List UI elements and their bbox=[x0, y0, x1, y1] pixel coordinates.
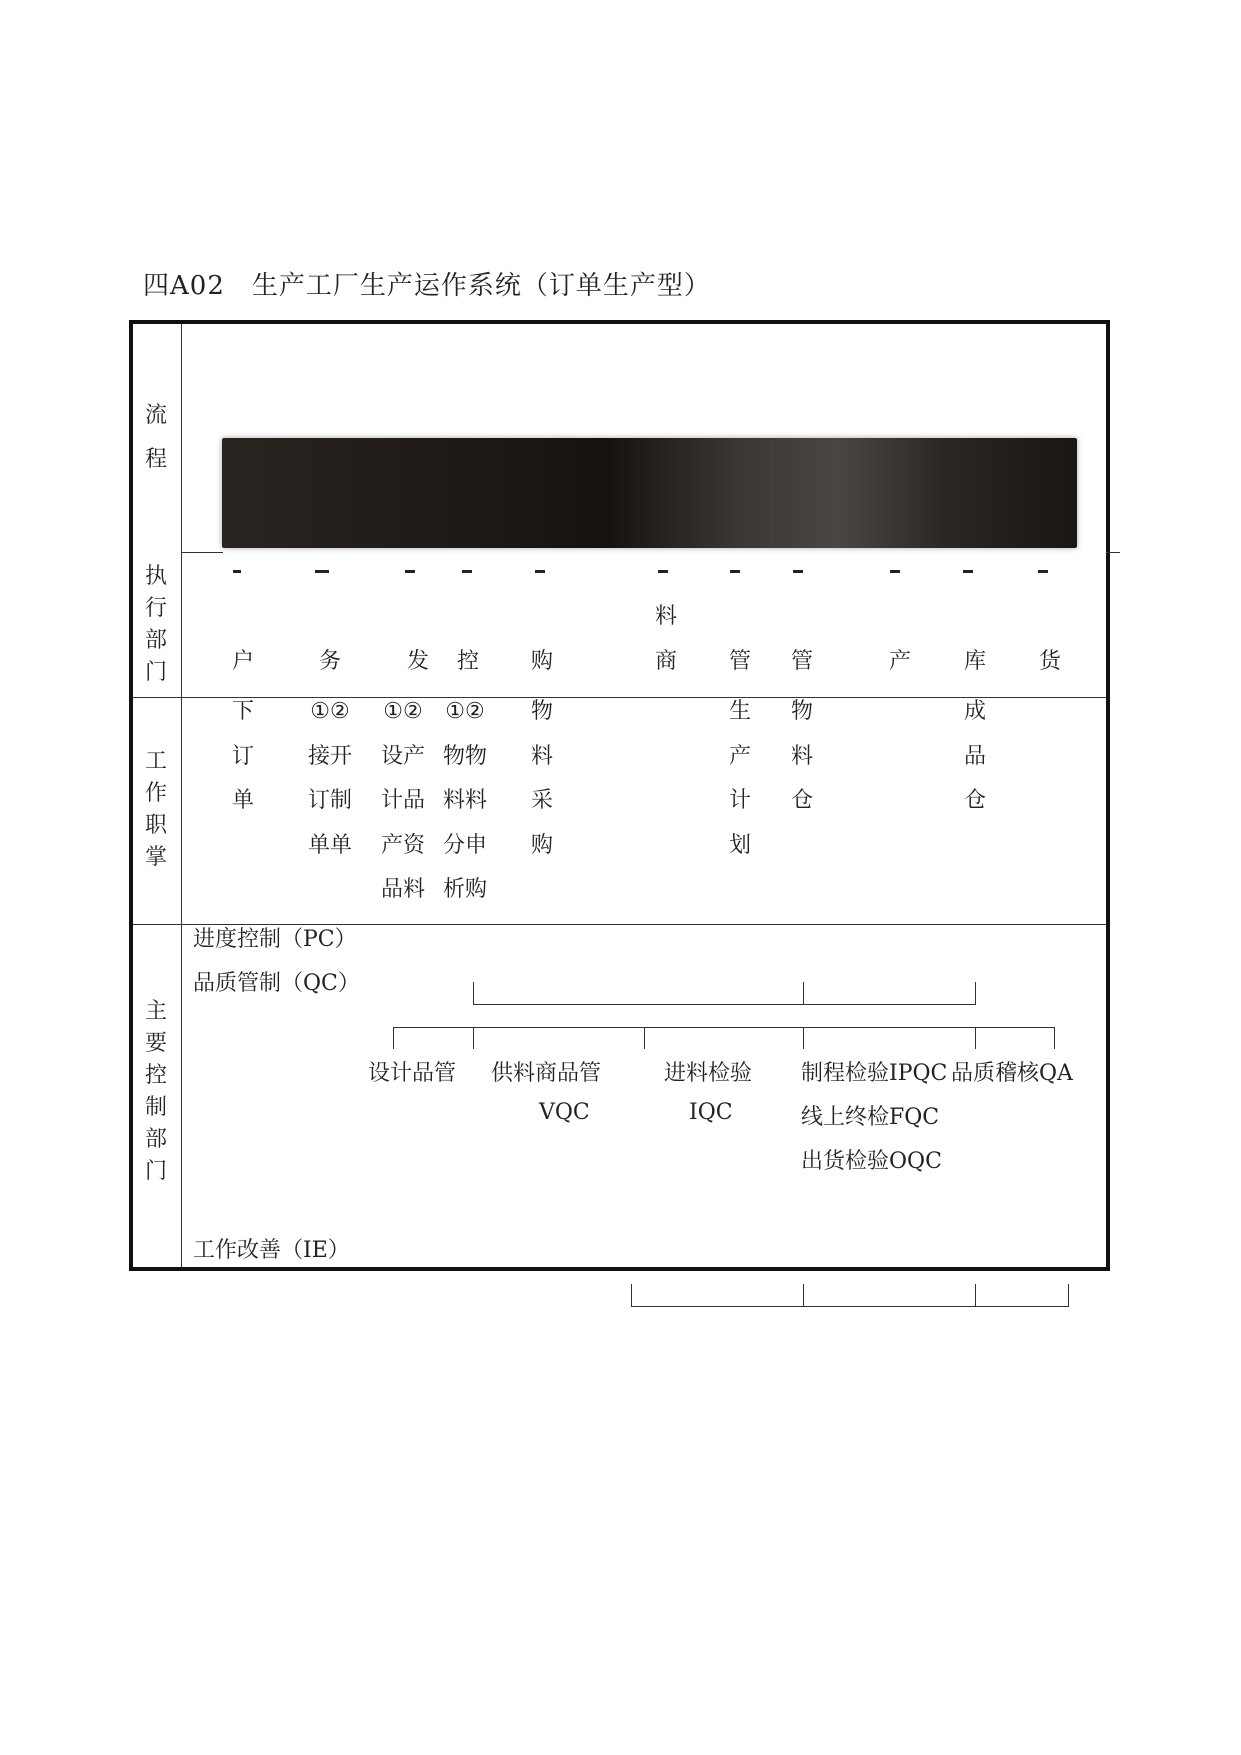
row-label-char: 流 bbox=[144, 403, 167, 428]
row-label-flow bbox=[141, 400, 171, 476]
dept-material-control: 控 bbox=[456, 649, 479, 674]
row-label-control bbox=[141, 996, 171, 1188]
ie-bracket bbox=[631, 1306, 1069, 1307]
qc-lower-bracket bbox=[393, 1027, 1055, 1028]
duty-sales: ①② 接开 订制 单单 bbox=[307, 699, 352, 858]
control-pc: 进度控制（PC） bbox=[193, 927, 357, 952]
dept-production-mgmt: 管 bbox=[728, 649, 751, 674]
row-label-char: 行 bbox=[144, 596, 167, 621]
redacted-flowchart bbox=[222, 438, 1077, 548]
dept-warehouse-mgmt: 管 bbox=[790, 649, 813, 674]
ie-tick bbox=[803, 1284, 804, 1307]
control-qa: 品质稽核QA bbox=[951, 1061, 1073, 1086]
row-label-char: 工 bbox=[144, 749, 167, 774]
qc-lower-tick bbox=[975, 1027, 976, 1049]
duty-production-planning: 生 产 计 划 bbox=[728, 699, 751, 858]
row-label-char: 要 bbox=[144, 1031, 167, 1056]
row-label-char: 主 bbox=[144, 999, 167, 1024]
qc-lower-tick bbox=[473, 1027, 474, 1049]
row-label-char: 掌 bbox=[144, 845, 167, 870]
row-label-char: 程 bbox=[144, 447, 167, 472]
control-oqc: 出货检验OQC bbox=[801, 1149, 942, 1174]
dept-shipping: 货 bbox=[1038, 649, 1061, 674]
qc-upper-bracket bbox=[473, 1004, 976, 1005]
dept-customer: 户 bbox=[231, 649, 254, 674]
dept-purchasing: 购 bbox=[530, 649, 553, 674]
row-label-char: 控 bbox=[144, 1063, 167, 1088]
label-column-divider bbox=[181, 324, 182, 1267]
duty-development: ①② 设产 计品 产资 品料 bbox=[380, 699, 425, 902]
ie-tick bbox=[631, 1284, 632, 1307]
row-label-char: 门 bbox=[144, 660, 167, 685]
ie-tick bbox=[975, 1284, 976, 1307]
control-incoming-inspection: 进料检验 bbox=[664, 1061, 753, 1086]
flow-row-stub-left bbox=[181, 552, 223, 553]
dept-storage: 库 bbox=[963, 649, 986, 674]
qc-lower-tick bbox=[393, 1027, 394, 1049]
duty-material-warehouse: 物 料 仓 bbox=[790, 699, 813, 813]
qc-lower-tick bbox=[1054, 1027, 1055, 1049]
row-label-char: 职 bbox=[144, 813, 167, 838]
dept-sales: 务 bbox=[318, 649, 341, 674]
document-title: 四A02 生产工厂生产运作系统（订单生产型） bbox=[143, 271, 711, 301]
qc-lower-tick bbox=[644, 1027, 645, 1049]
row-label-exec bbox=[141, 561, 171, 689]
row-label-char: 部 bbox=[144, 1127, 167, 1152]
row-label-char: 作 bbox=[144, 781, 167, 806]
row-label-char: 部 bbox=[144, 628, 167, 653]
row-label-duties bbox=[141, 746, 171, 874]
control-iqc: IQC bbox=[689, 1100, 733, 1125]
control-qc: 品质管制（QC） bbox=[193, 971, 360, 996]
dept-production: 产 bbox=[888, 649, 911, 674]
row-label-char: 执 bbox=[144, 564, 167, 589]
ie-tick bbox=[1068, 1284, 1069, 1307]
control-supplier-qc: 供料商品管 bbox=[491, 1061, 602, 1086]
duty-place-order: 下 订 单 bbox=[231, 699, 254, 813]
control-design-qc: 设计品管 bbox=[368, 1061, 457, 1086]
control-fqc: 线上终检FQC bbox=[801, 1105, 940, 1130]
row-label-char: 门 bbox=[144, 1159, 167, 1184]
qc-upper-tick bbox=[975, 982, 976, 1005]
qc-lower-tick bbox=[803, 1027, 804, 1049]
control-ipqc: 制程检验IPQC bbox=[801, 1061, 948, 1086]
control-ie: 工作改善（IE） bbox=[193, 1238, 350, 1263]
qc-upper-tick bbox=[473, 982, 474, 1005]
control-vqc: VQC bbox=[539, 1100, 590, 1125]
dept-development: 发 bbox=[406, 649, 429, 674]
flow-row-stub-right bbox=[1106, 552, 1120, 553]
duty-material-control: ①② 物物 料料 分申 析购 bbox=[442, 699, 487, 902]
duty-purchasing: 物 料 采 购 bbox=[530, 699, 553, 858]
qc-upper-tick bbox=[803, 982, 804, 1005]
row-label-char: 制 bbox=[144, 1095, 167, 1120]
cut-glyph-tops bbox=[230, 570, 1070, 576]
duty-finished-goods-warehouse: 成 品 仓 bbox=[963, 699, 986, 813]
dept-supplier: 料 商 bbox=[654, 604, 677, 674]
